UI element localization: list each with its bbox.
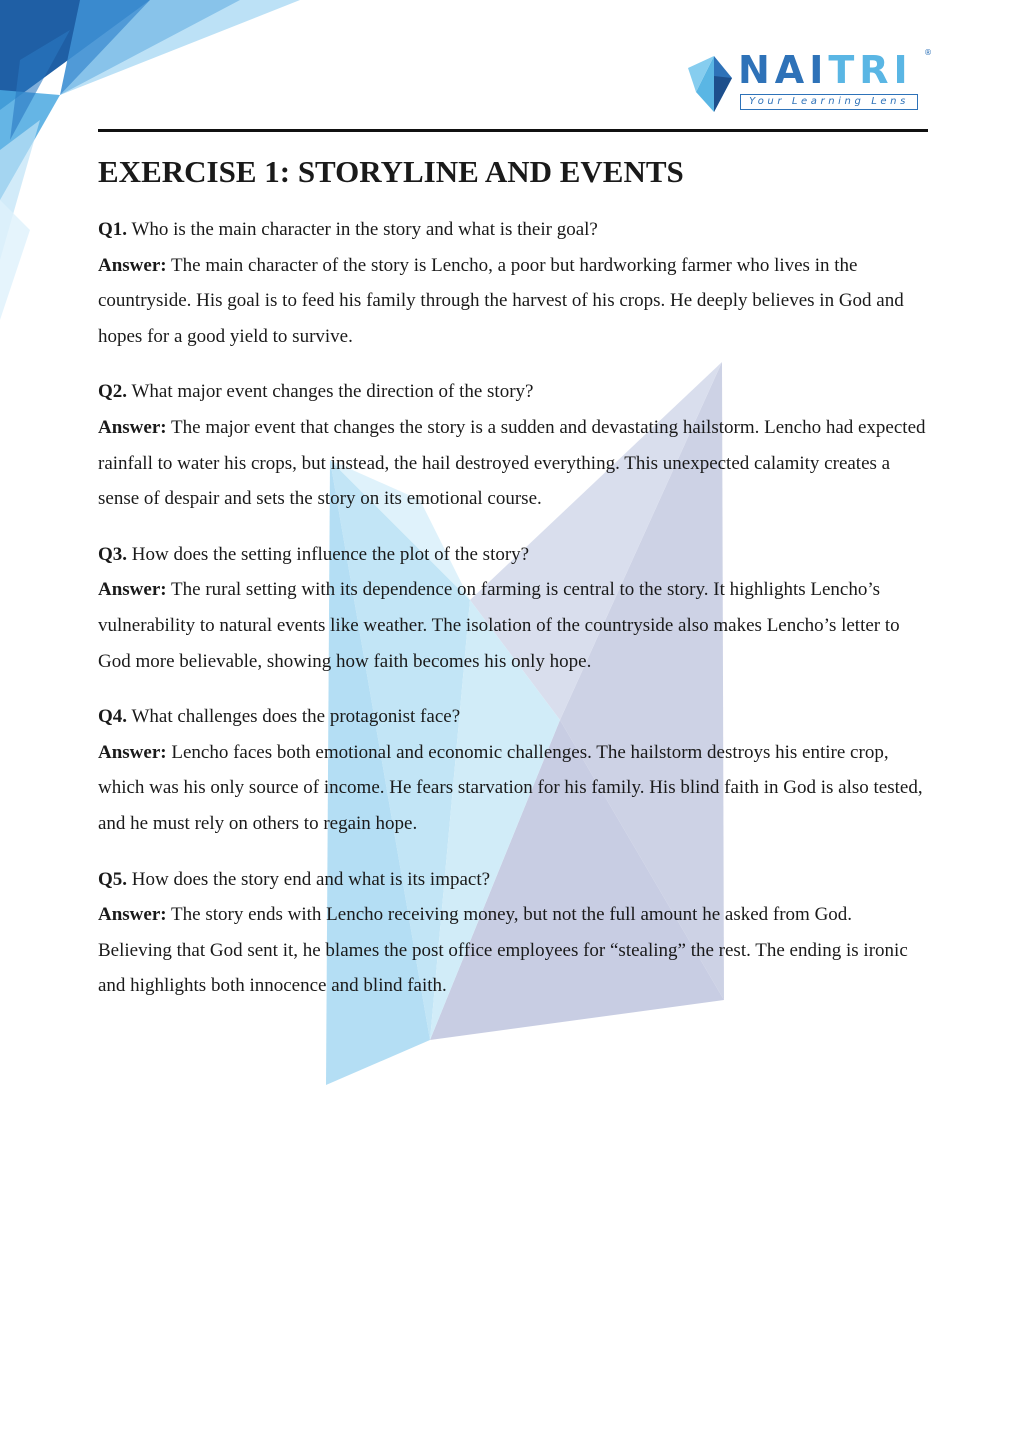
question-line	[98, 212, 930, 248]
question-line	[98, 862, 930, 898]
question-label: Q5.	[98, 868, 128, 890]
exercise-content	[98, 152, 930, 1024]
question-text: How does the story end and what is its impact?	[131, 868, 491, 890]
answer-text: The rural setting with its dependence on farming is central to the story. It highlights Lencho’s vulnerability to natural events like weather. The isolation of the countryside also makes Lencho’s letter to God more believable, showing how faith becomes his only hope.	[98, 579, 900, 672]
question-line	[98, 537, 930, 573]
answer-label: Answer:	[98, 579, 167, 601]
question-line	[98, 699, 930, 735]
answer-label: Answer:	[98, 904, 167, 926]
question-label: Q4.	[98, 706, 128, 728]
naitri-logo	[684, 48, 930, 114]
question-text: How does the setting influence the plot of the story?	[131, 543, 530, 565]
question-text: What challenges does the protagonist face?	[131, 706, 461, 728]
header-divider	[98, 129, 928, 132]
answer-text: Lencho faces both emotional and economic challenges. The hailstorm destroys his entire crop, which was his only source of income. He fears starvation for his family. His blind faith in God is also tested, and he must rely on others to regain hope.	[98, 741, 923, 834]
answer-text: The story ends with Lencho receiving money, but not the full amount he asked from God. Believing that God sent it, he blames the post office employees for “stealing” the rest. The ending is ironic and highlights both innocence and blind faith.	[98, 904, 908, 997]
question-text: Who is the main character in the story and what is their goal?	[131, 219, 598, 240]
logo-wordmark-dark: NAI	[738, 48, 829, 92]
answer-label: Answer:	[98, 741, 167, 763]
question-block-4	[98, 699, 930, 841]
question-label: Q2.	[98, 381, 128, 403]
question-block-5	[98, 862, 930, 1004]
answer-text: The main character of the story is Lencho, a poor but hardworking farmer who lives in the countryside. His goal is to feed his family through the harvest of his crops. He deeply believes in God and hopes for a good yield to survive.	[98, 254, 904, 347]
logo-mark-icon	[684, 48, 736, 114]
answer-label: Answer:	[98, 254, 167, 276]
question-block-2	[98, 374, 930, 516]
question-block-1	[98, 212, 930, 354]
logo-wordmark	[738, 50, 913, 90]
question-line	[98, 374, 930, 410]
question-label: Q3.	[98, 543, 128, 565]
answer-text: The major event that changes the story is a sudden and devastating hailstorm. Lencho had expected rainfall to water his crops, but instead, the hail destroyed everything. This unexpected calamity creates a sense of despair and sets the story on its emotional course.	[98, 416, 926, 510]
logo-wordmark-light: TRI	[828, 48, 913, 92]
registered-mark: ®	[924, 48, 932, 57]
answer-line	[98, 410, 930, 517]
answer-line	[98, 248, 930, 355]
answer-line	[98, 572, 930, 679]
question-block-3	[98, 537, 930, 679]
logo-tagline: Your Learning Lens	[740, 94, 918, 110]
answer-label: Answer:	[98, 416, 167, 438]
question-text: What major event changes the direction of the story?	[131, 381, 534, 403]
answer-line	[98, 735, 930, 842]
question-label: Q1.	[98, 219, 128, 240]
exercise-title: EXERCISE 1: STORYLINE AND EVENTS	[98, 154, 684, 189]
answer-line	[98, 897, 930, 1004]
